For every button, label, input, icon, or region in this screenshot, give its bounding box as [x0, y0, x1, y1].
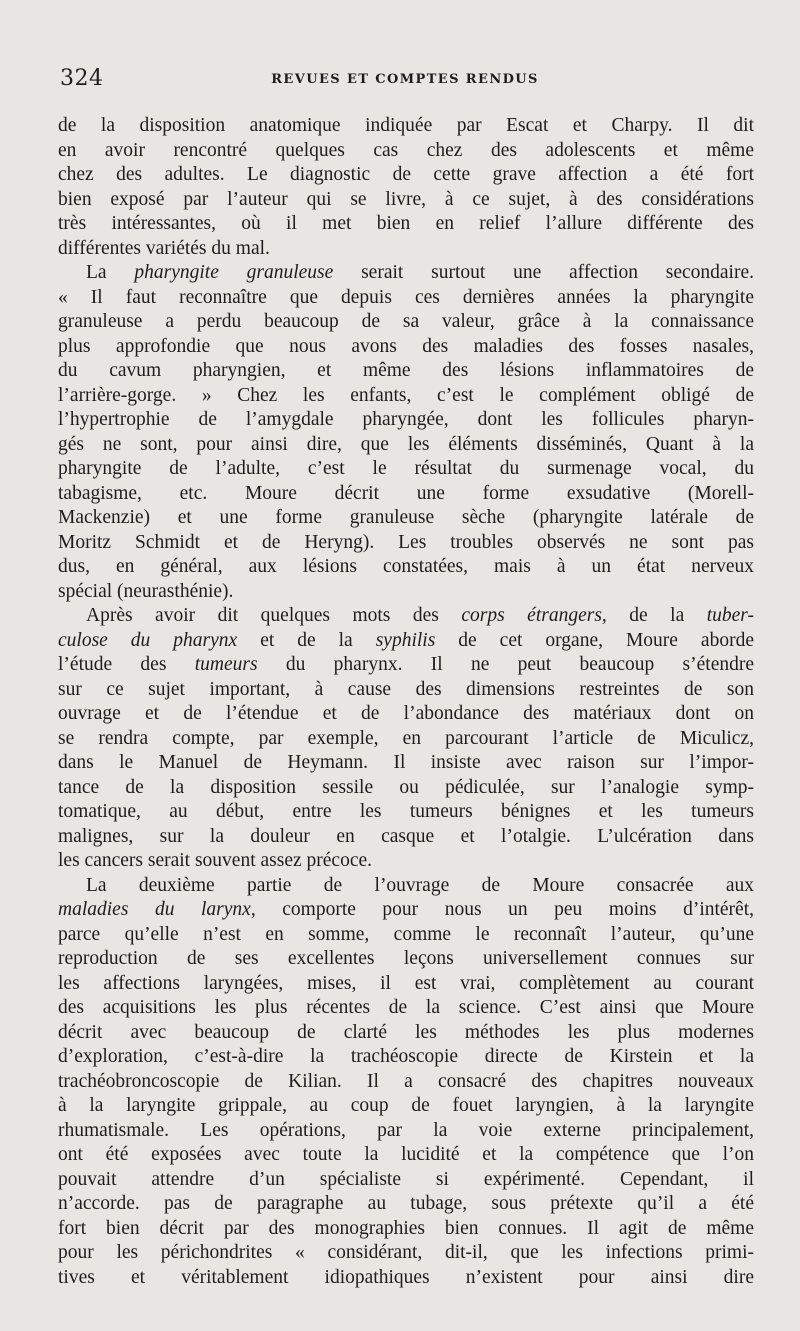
text-run: ont été exposées avec toute la lucidité et la compétence que l’on	[58, 1144, 754, 1165]
text-run: les cancers serait souvent assez précoce.	[58, 850, 373, 871]
text-run: La deuxième partie de l’ouvrage de Moure consacrée aux	[86, 874, 754, 896]
text-run: Après avoir dit quelques mots des	[86, 605, 462, 626]
text-line	[58, 408, 754, 433]
body-text	[58, 114, 754, 1290]
text-run: bien exposé par l’auteur qui se livre, à ce sujet, à des considérations	[58, 188, 754, 210]
text-run: trachéobroncoscopie de Kilian. Il a consacré des chapitres nouveaux	[58, 1070, 754, 1092]
text-run: ouvrage et de l’étendue et de l’abondance des matériaux dont on	[58, 703, 754, 724]
text-run: pharyngite de l’adulte, c’est le résultat du surmenage vocal, du	[58, 458, 754, 479]
italic-text: tumeurs	[194, 654, 258, 675]
text-line	[58, 335, 754, 360]
text-line	[58, 923, 754, 948]
text-line	[58, 1241, 754, 1266]
text-run: tives et véritablement idiopathiques n’existent pour ainsi dire	[58, 1266, 754, 1288]
text-run: décrit avec beaucoup de clarté les méthodes les plus modernes	[58, 1021, 754, 1043]
text-run: l’arrière-gorge. » Chez les enfants, c’est le complément obligé de	[58, 384, 754, 406]
text-run: l’hypertrophie de l’amygdale pharyngée, dont les follicules pharyn-	[58, 409, 754, 430]
text-run: chez des adultes. Le diagnostic de cette grave affection a été fort	[58, 164, 754, 185]
italic-text: tuber-	[706, 605, 754, 626]
text-run: de cet organe, Moure aborde	[435, 629, 754, 651]
text-run: à la laryngite grippale, au coup de fouet laryngien, à la laryngite	[58, 1095, 754, 1116]
text-run: du cavum pharyngien, et même des lésions inflammatoires de	[58, 360, 754, 381]
text-run: « Il faut reconnaître que depuis ces dernières années la pharyngite	[58, 286, 754, 308]
text-line	[58, 433, 754, 458]
text-line	[58, 310, 754, 335]
text-run: de la disposition anatomique indiquée par Escat et Charpy. Il dit	[58, 115, 754, 136]
text-run: l’étude des	[58, 654, 195, 675]
text-line	[58, 531, 754, 556]
text-line	[58, 163, 754, 188]
text-line	[58, 1045, 754, 1070]
text-run: et de la	[237, 629, 376, 651]
text-run: différentes variétés du mal.	[58, 237, 270, 259]
text-line	[58, 702, 754, 727]
text-line	[58, 1168, 754, 1193]
text-line	[58, 261, 754, 286]
text-line	[58, 604, 754, 629]
italic-text: corps étrangers	[461, 605, 602, 626]
text-line	[58, 629, 754, 654]
text-line	[58, 384, 754, 409]
text-run: granuleuse a perdu beaucoup de sa valeur, grâce à la connaissance	[58, 311, 754, 332]
text-line	[58, 776, 754, 801]
text-line	[58, 1021, 754, 1046]
text-run: Mackenzie) et une forme granuleuse sèche (pharyngite latérale de	[58, 507, 754, 528]
text-run: gés ne sont, pour ainsi dire, que les éléments disséminés, Quant à la	[58, 433, 754, 455]
text-line	[58, 653, 754, 678]
text-line	[58, 1143, 754, 1168]
text-line	[58, 555, 754, 580]
text-line	[58, 678, 754, 703]
text-run: Moritz Schmidt et de Heryng). Les troubles observés ne sont pas	[58, 531, 754, 553]
text-run: La	[86, 262, 135, 283]
text-line	[58, 947, 754, 972]
page-header	[60, 66, 750, 96]
text-line	[58, 1094, 754, 1119]
text-run: se rendra compte, par exemple, en parcourant l’article de Miculicz,	[58, 727, 754, 749]
text-line	[58, 874, 754, 899]
text-run: tabagisme, etc. Moure décrit une forme exsudative (Morell-	[58, 482, 754, 504]
text-run: n’accorde. pas de paragraphe au tubage, sous prétexte qu’il a été	[58, 1193, 754, 1214]
text-line	[58, 114, 754, 139]
italic-text: pharyngite granuleuse	[134, 262, 334, 283]
text-line	[58, 751, 754, 776]
text-line	[58, 1266, 754, 1291]
text-line	[58, 800, 754, 825]
text-run: reproduction de ses excellentes leçons universellement connues sur	[58, 948, 754, 969]
text-line	[58, 996, 754, 1021]
text-line	[58, 580, 754, 605]
running-head: REVUES ET COMPTES RENDUS	[271, 72, 539, 87]
text-run: parce qu’elle n’est en somme, comme le reconnaît l’auteur, qu’une	[58, 923, 754, 945]
text-line	[58, 1217, 754, 1242]
text-line	[58, 188, 754, 213]
text-line	[58, 237, 754, 262]
text-run: très intéressantes, où il met bien en relief l’allure différente des	[58, 213, 754, 234]
text-run: pour les périchondrites « considérant, dit-il, que les infections primi-	[58, 1242, 754, 1263]
italic-text: maladies du larynx	[58, 899, 251, 920]
text-line	[58, 898, 754, 923]
text-line	[58, 212, 754, 237]
text-run: fort bien décrit par des monographies bien connues. Il agit de même	[58, 1217, 754, 1239]
text-run: , comporte pour nous un peu moins d’intérêt,	[250, 899, 754, 920]
text-run: serait surtout une affection secondaire.	[333, 262, 754, 283]
text-line	[58, 286, 754, 311]
text-run: pouvait attendre d’un spécialiste si expérimenté. Cependant, il	[58, 1168, 754, 1190]
text-line	[58, 482, 754, 507]
text-line	[58, 1119, 754, 1144]
text-line	[58, 506, 754, 531]
page-number: 324	[60, 66, 104, 91]
text-line	[58, 1192, 754, 1217]
text-line	[58, 359, 754, 384]
italic-text: culose du pharynx	[58, 629, 238, 651]
text-run: malignes, sur la douleur en casque et l’otalgie. L’ulcération dans	[58, 825, 754, 847]
text-line	[58, 727, 754, 752]
text-run: du pharynx. Il ne peut beaucoup s’étendre	[257, 654, 754, 675]
text-run: dus, en général, aux lésions constatées, mais à un état nerveux	[58, 556, 754, 577]
text-run: plus approfondie que nous avons des maladies des fosses nasales,	[58, 335, 754, 357]
text-run: en avoir rencontré quelques cas chez des adolescents et même	[58, 139, 754, 161]
text-run: tomatique, au début, entre les tumeurs bénignes et les tumeurs	[58, 801, 754, 822]
text-run: dans le Manuel de Heymann. Il insiste avec raison sur l’impor-	[58, 752, 754, 773]
text-run: , de la	[601, 605, 707, 626]
text-run: d’exploration, c’est-à-dire la trachéoscopie directe de Kirstein et la	[58, 1046, 754, 1067]
text-run: rhumatismale. Les opérations, par la voie externe principalement,	[58, 1119, 754, 1141]
italic-text: syphilis	[375, 629, 436, 651]
text-line	[58, 139, 754, 164]
text-line	[58, 972, 754, 997]
text-line	[58, 1070, 754, 1095]
text-line	[58, 825, 754, 850]
text-run: sur ce sujet important, à cause des dimensions restreintes de son	[58, 678, 754, 700]
text-run: spécial (neurasthénie).	[58, 580, 234, 602]
text-run: tance de la disposition sessile ou pédiculée, sur l’analogie symp-	[58, 776, 754, 798]
text-run: les affections laryngées, mises, il est vrai, complètement au courant	[58, 972, 754, 994]
text-line	[58, 849, 754, 874]
text-line	[58, 457, 754, 482]
text-run: des acquisitions les plus récentes de la science. C’est ainsi que Moure	[58, 997, 754, 1018]
